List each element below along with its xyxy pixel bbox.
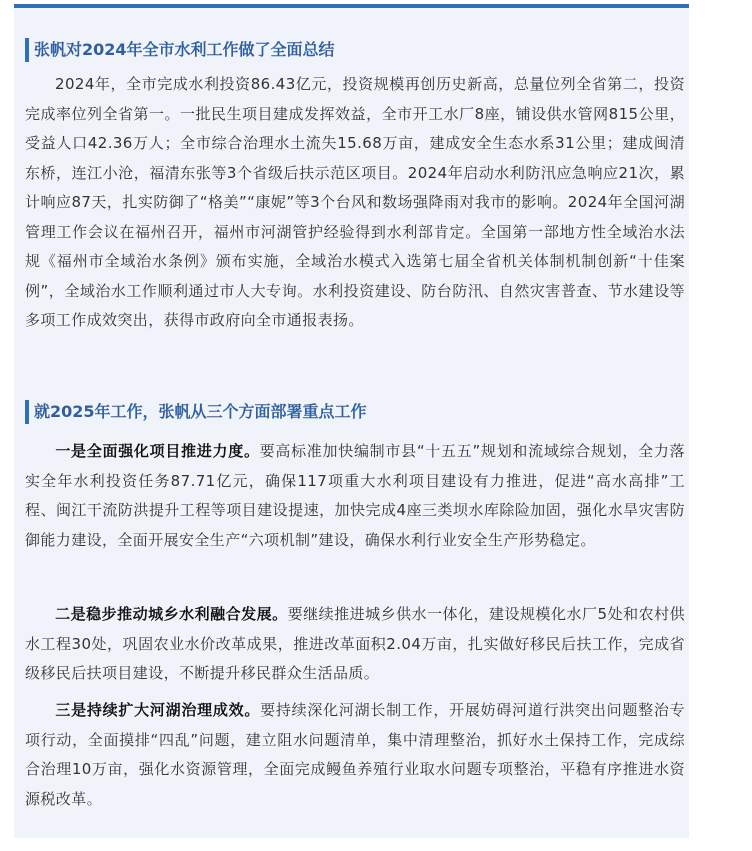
plan-item-lead: 一是全面强化项目推进力度。 xyxy=(55,442,260,460)
section-heading-2025-plan: 就2025年工作，张帆从三个方面部署重点工作 xyxy=(25,400,367,424)
plan-item-lead: 三是持续扩大河湖治理成效。 xyxy=(55,701,261,719)
plan-item-text: 要高标准加快编制市县“十五五”规划和流域综合规划，全力落实全年水利投资任务87.71亿元，确保117项重大水利项目建设有力推进，促进“高水高排”工程、闽江干流防洪提升工程等项目建设提速，加快完成4座三类坝水库除险加固，强化水旱灾害防御能力建设，全面开展安全生产“六项机制”建设，确保水利行业安全生产形势稳定。 xyxy=(25,442,685,549)
plan-item-project-promotion xyxy=(25,437,685,555)
summary-text: 2024年，全市完成水利投资86.43亿元，投资规模再创历史新高，总量位列全省第二，投资完成率位列全省第一。一批民生项目建成发挥效益，全市开工水厂8座，铺设供水管网815公里，受益人口42.36万人；全市综合治理水土流失15.68万亩，建成安全生态水系31公里；建成闽清东桥，连江小沧，福清东张等3个省级后扶示范区项目。2024年启动水利防汛应急响应21次，累计响应87天，扎实防御了“格美”“康妮”等3个台风和数场强降雨对我市的影响。2024年全国河湖管理工作会议在福州召开，福州市河湖管护经验得到水利部肯定。全国第一部地方性全域治水法规《福州市全域治水条例》颁布实施，全域治水模式入选第七届全省机关体制机制创新“十佳案例”，全域治水工作顺利通过市人大专询。水利投资建设、防台防汛、自然灾害普查、节水建设等多项工作成效突出，获得市政府向全市通报表扬。 xyxy=(25,75,685,329)
plan-item-text: 要持续深化河湖长制工作，开展妨碍河道行洪突出问题整治专项行动，全面摸排“四乱”问题，建立阻水问题清单，集中清理整治，抓好水土保持工作，完成综合治理10万亩，强化水资源管理，全面完成鳗鱼养殖行业取水问题专项整治，平稳有序推进水资源税改革。 xyxy=(25,701,686,808)
plan-item-lead: 二是稳步推动城乡水利融合发展。 xyxy=(55,605,288,623)
plan-item-river-lake-governance xyxy=(25,696,685,814)
summary-paragraph xyxy=(25,70,685,336)
section-heading-2024-summary: 张帆对2024年全市水利工作做了全面总结 xyxy=(25,38,335,62)
plan-item-text: 要继续推进城乡供水一体化，建设规模化水厂5处和农村供水工程30处，巩固农业水价改革成果，推进改革面积2.04万亩，扎实做好移民后扶工作，完成省级移民后扶项目建设，不断提升移民群众生活品质。 xyxy=(25,605,685,682)
plan-item-urban-rural-water xyxy=(25,600,685,689)
